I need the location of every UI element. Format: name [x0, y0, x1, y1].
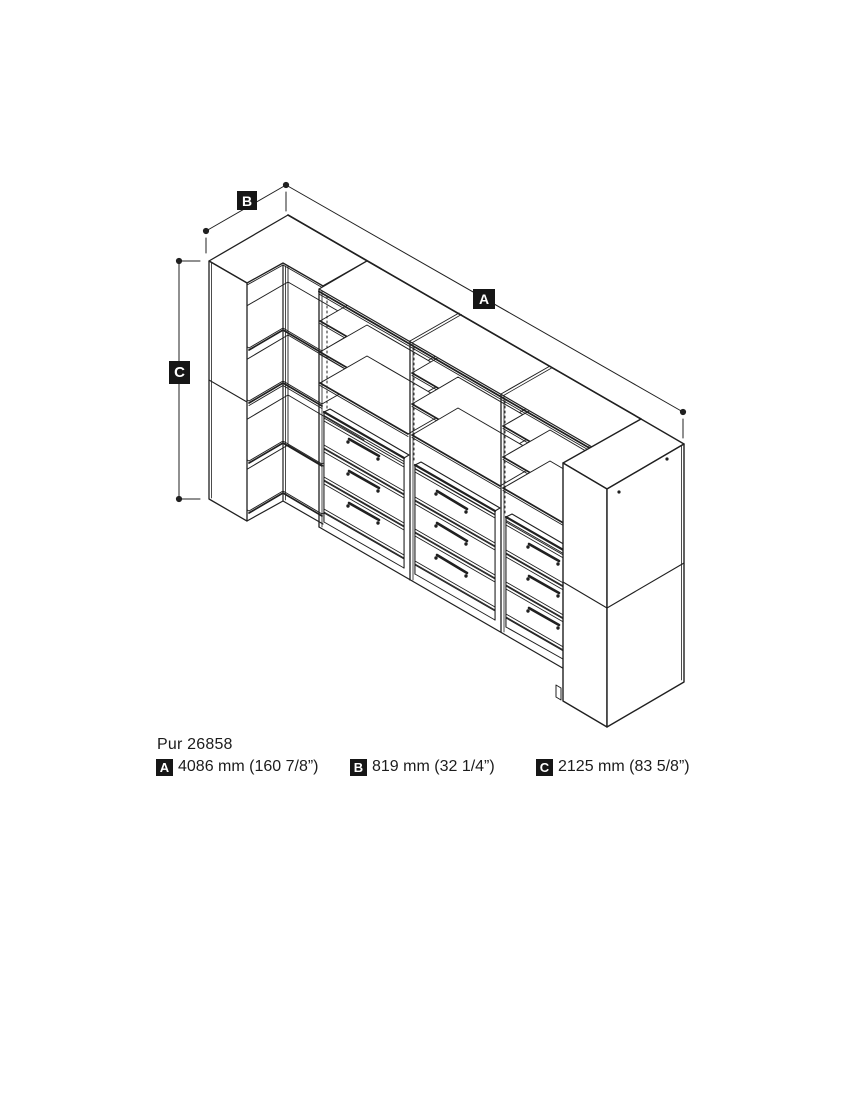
legend-key-c: C: [536, 759, 553, 776]
legend-item-c: [536, 758, 690, 776]
drawer-stack-1: [324, 409, 409, 568]
drawer-stack-2: [415, 462, 500, 620]
dimension-label-c: C: [169, 361, 190, 384]
legend-item-b: [350, 758, 495, 776]
legend-key-b: B: [350, 759, 367, 776]
legend-item-a: [156, 758, 319, 776]
dimension-label-b: B: [237, 191, 257, 210]
dimension-label-a: A: [473, 289, 495, 309]
product-title: Pur 26858: [157, 736, 233, 753]
leveler-foot: [556, 685, 561, 700]
legend-value-b: 819 mm (32 1/4”): [372, 758, 495, 775]
legend-value-c: 2125 mm (83 5/8”): [558, 758, 690, 775]
legend-value-a: 4086 mm (160 7/8”): [178, 758, 319, 775]
wardrobe-tower: [556, 419, 684, 727]
legend-key-a: A: [156, 759, 173, 776]
